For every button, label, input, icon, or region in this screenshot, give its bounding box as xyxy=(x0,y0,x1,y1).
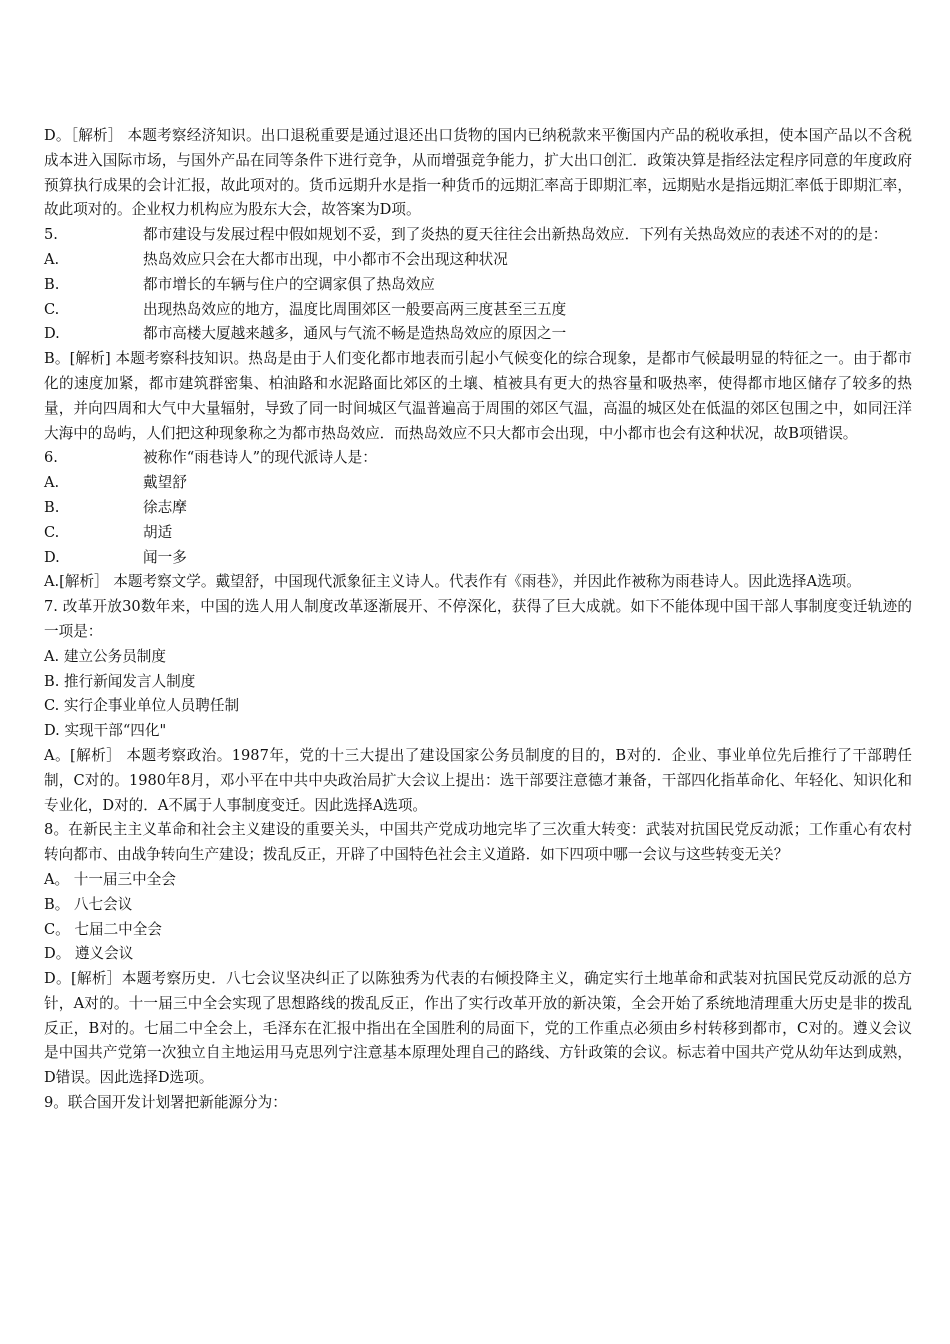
option-row xyxy=(44,273,912,298)
option-row xyxy=(44,496,912,521)
item-label: D. xyxy=(44,548,60,566)
item-label: D. xyxy=(44,325,60,343)
paragraph: D。[解析］本题考察历史．八七会议坚决纠正了以陈独秀为代表的右倾投降主义，确定实行土地革命和武装对抗国民党反动派的总方针，A对的。十一届三中全会实现了思想路线的拨乱反正，作出了实行改革开放的新决策，全会开始了系统地清理重大历史是非的拨乱反正，B对的。七届二中全会上，毛泽东在汇报中指出在全国胜利的局面下，党的工作重点必须由乡村转移到都市，C对的。遵义会议是中国共产党第一次独立自主地运用马克思列宁注意基本原理处理自己的路线、方针政策的会议。标志着中国共产党从幼年达到成熟，D错误。因此选择D选项。 xyxy=(44,970,912,1087)
item-label: C. xyxy=(44,300,60,318)
item-text: 被称作“雨巷诗人”的现代派诗人是： xyxy=(143,449,377,467)
option-row xyxy=(44,322,912,347)
paragraph: C. 实行企事业单位人员聘任制 xyxy=(44,697,240,715)
option-row xyxy=(44,223,912,248)
item-text: 热岛效应只会在大都市出现，中小都市不会出现这种状况 xyxy=(143,250,508,268)
item-text: 闻一多 xyxy=(143,548,187,566)
paragraph: 7. 改革开放30数年来，中国的选人用人制度改革逐渐展开、不停深化，获得了巨大成就。如下不能体现中国干部人事制度变迁轨迹的一项是： xyxy=(44,598,912,640)
paragraph: 8。在新民主主义革命和社会主义建设的重要关头，中国共产党成功地完毕了三次重大转变：武装对抗国民党反动派；工作重心有农村转向都市、由战争转向生产建设；拨乱反正，开辟了中国特色社会主义道路．如下四项中哪一会议与这些转变无关？ xyxy=(44,821,912,864)
item-text: 出现热岛效应的地方，温度比周围郊区一般要高两三度甚至三五度 xyxy=(143,300,567,318)
option-row xyxy=(44,546,912,571)
document-page xyxy=(44,124,912,1116)
option-row xyxy=(44,471,912,496)
paragraph: D. 实现干部“四化" xyxy=(44,722,167,740)
paragraph: 9。联合国开发计划署把新能源分为： xyxy=(44,1094,287,1112)
item-text: 都市高楼大厦越来越多，通风与气流不畅是造热岛效应的原因之一 xyxy=(143,325,567,343)
paragraph: A.[解析］ 本题考察文学。戴望舒，中国现代派象征主义诗人。代表作有《雨巷》，并因此作被称为雨巷诗人。因此选择A选项。 xyxy=(44,573,861,591)
option-row xyxy=(44,446,912,471)
item-label: 6. xyxy=(44,449,58,467)
item-label: 5. xyxy=(44,226,58,244)
paragraph: D。［解析］ 本题考察经济知识。出口退税重要是通过退还出口货物的国内已纳税款来平衡国内产品的税收承担，使本国产品以不含税成本进入国际市场，与国外产品在同等条件下进行竞争，从而增强竞争能力，扩大出口创汇．政策决算是指经法定程序同意的年度政府预算执行成果的会计汇报，故此项对的。货币远期升水是指一种货币的远期汇率高于即期汇率，远期贴水是指远期汇率低于即期汇率，故此项对的。企业权力机构应为股东大会，故答案为D项。 xyxy=(44,127,912,219)
item-label: B. xyxy=(44,275,60,293)
option-row xyxy=(44,298,912,323)
paragraph: B。 八七会议 xyxy=(44,895,133,913)
item-text: 都市建设与发展过程中假如规划不妥，到了炎热的夏天往往会出新热岛效应．下列有关热岛效应的表述不对的的是： xyxy=(143,226,888,244)
paragraph: B。[解析] 本题考察科技知识。热岛是由于人们变化都市地表而引起小气候变化的综合现象，是都市气候最明显的特征之一。由于都市化的速度加紧，都市建筑群密集、柏油路和水泥路面比郊区的土壤、植被具有更大的热容量和吸热率，使得都市地区储存了较多的热量，并向四周和大气中大量辐射，导致了同一时间城区气温普遍高于周围的郊区气温，高温的城区处在低温的郊区包围之中，如同汪洋大海中的岛屿，人们把这种现象称之为都市热岛效应．而热岛效应不只大都市会出现，中小都市也会有这种状况，故B项错误。 xyxy=(44,350,912,442)
item-label: A. xyxy=(44,250,60,268)
paragraph: D。 遵义会议 xyxy=(44,945,134,963)
option-row xyxy=(44,521,912,546)
item-text: 戴望舒 xyxy=(143,474,187,492)
item-label: B. xyxy=(44,498,60,516)
option-row xyxy=(44,248,912,273)
paragraph: A. 建立公务员制度 xyxy=(44,647,166,665)
paragraph: A。[解析］ 本题考察政治。1987年，党的十三大提出了建设国家公务员制度的目的，B对的．企业、事业单位先后推行了干部聘任制，C对的。1980年8月，邓小平在中共中央政治局扩大会议上提出：选干部要注意德才兼备，干部四化指革命化、年轻化、知识化和专业化，D对的．A不属于人事制度变迁。因此选择A选项。 xyxy=(44,746,912,814)
item-text: 都市增长的车辆与住户的空调家俱了热岛效应 xyxy=(143,275,435,293)
item-label: C. xyxy=(44,523,60,541)
paragraph: C。 七届二中全会 xyxy=(44,920,162,938)
paragraph: A。 十一届三中全会 xyxy=(44,870,176,888)
item-text: 胡适 xyxy=(143,523,173,541)
item-label: A. xyxy=(44,474,60,492)
item-text: 徐志摩 xyxy=(143,498,187,516)
paragraph: B. 推行新闻发言人制度 xyxy=(44,672,196,690)
